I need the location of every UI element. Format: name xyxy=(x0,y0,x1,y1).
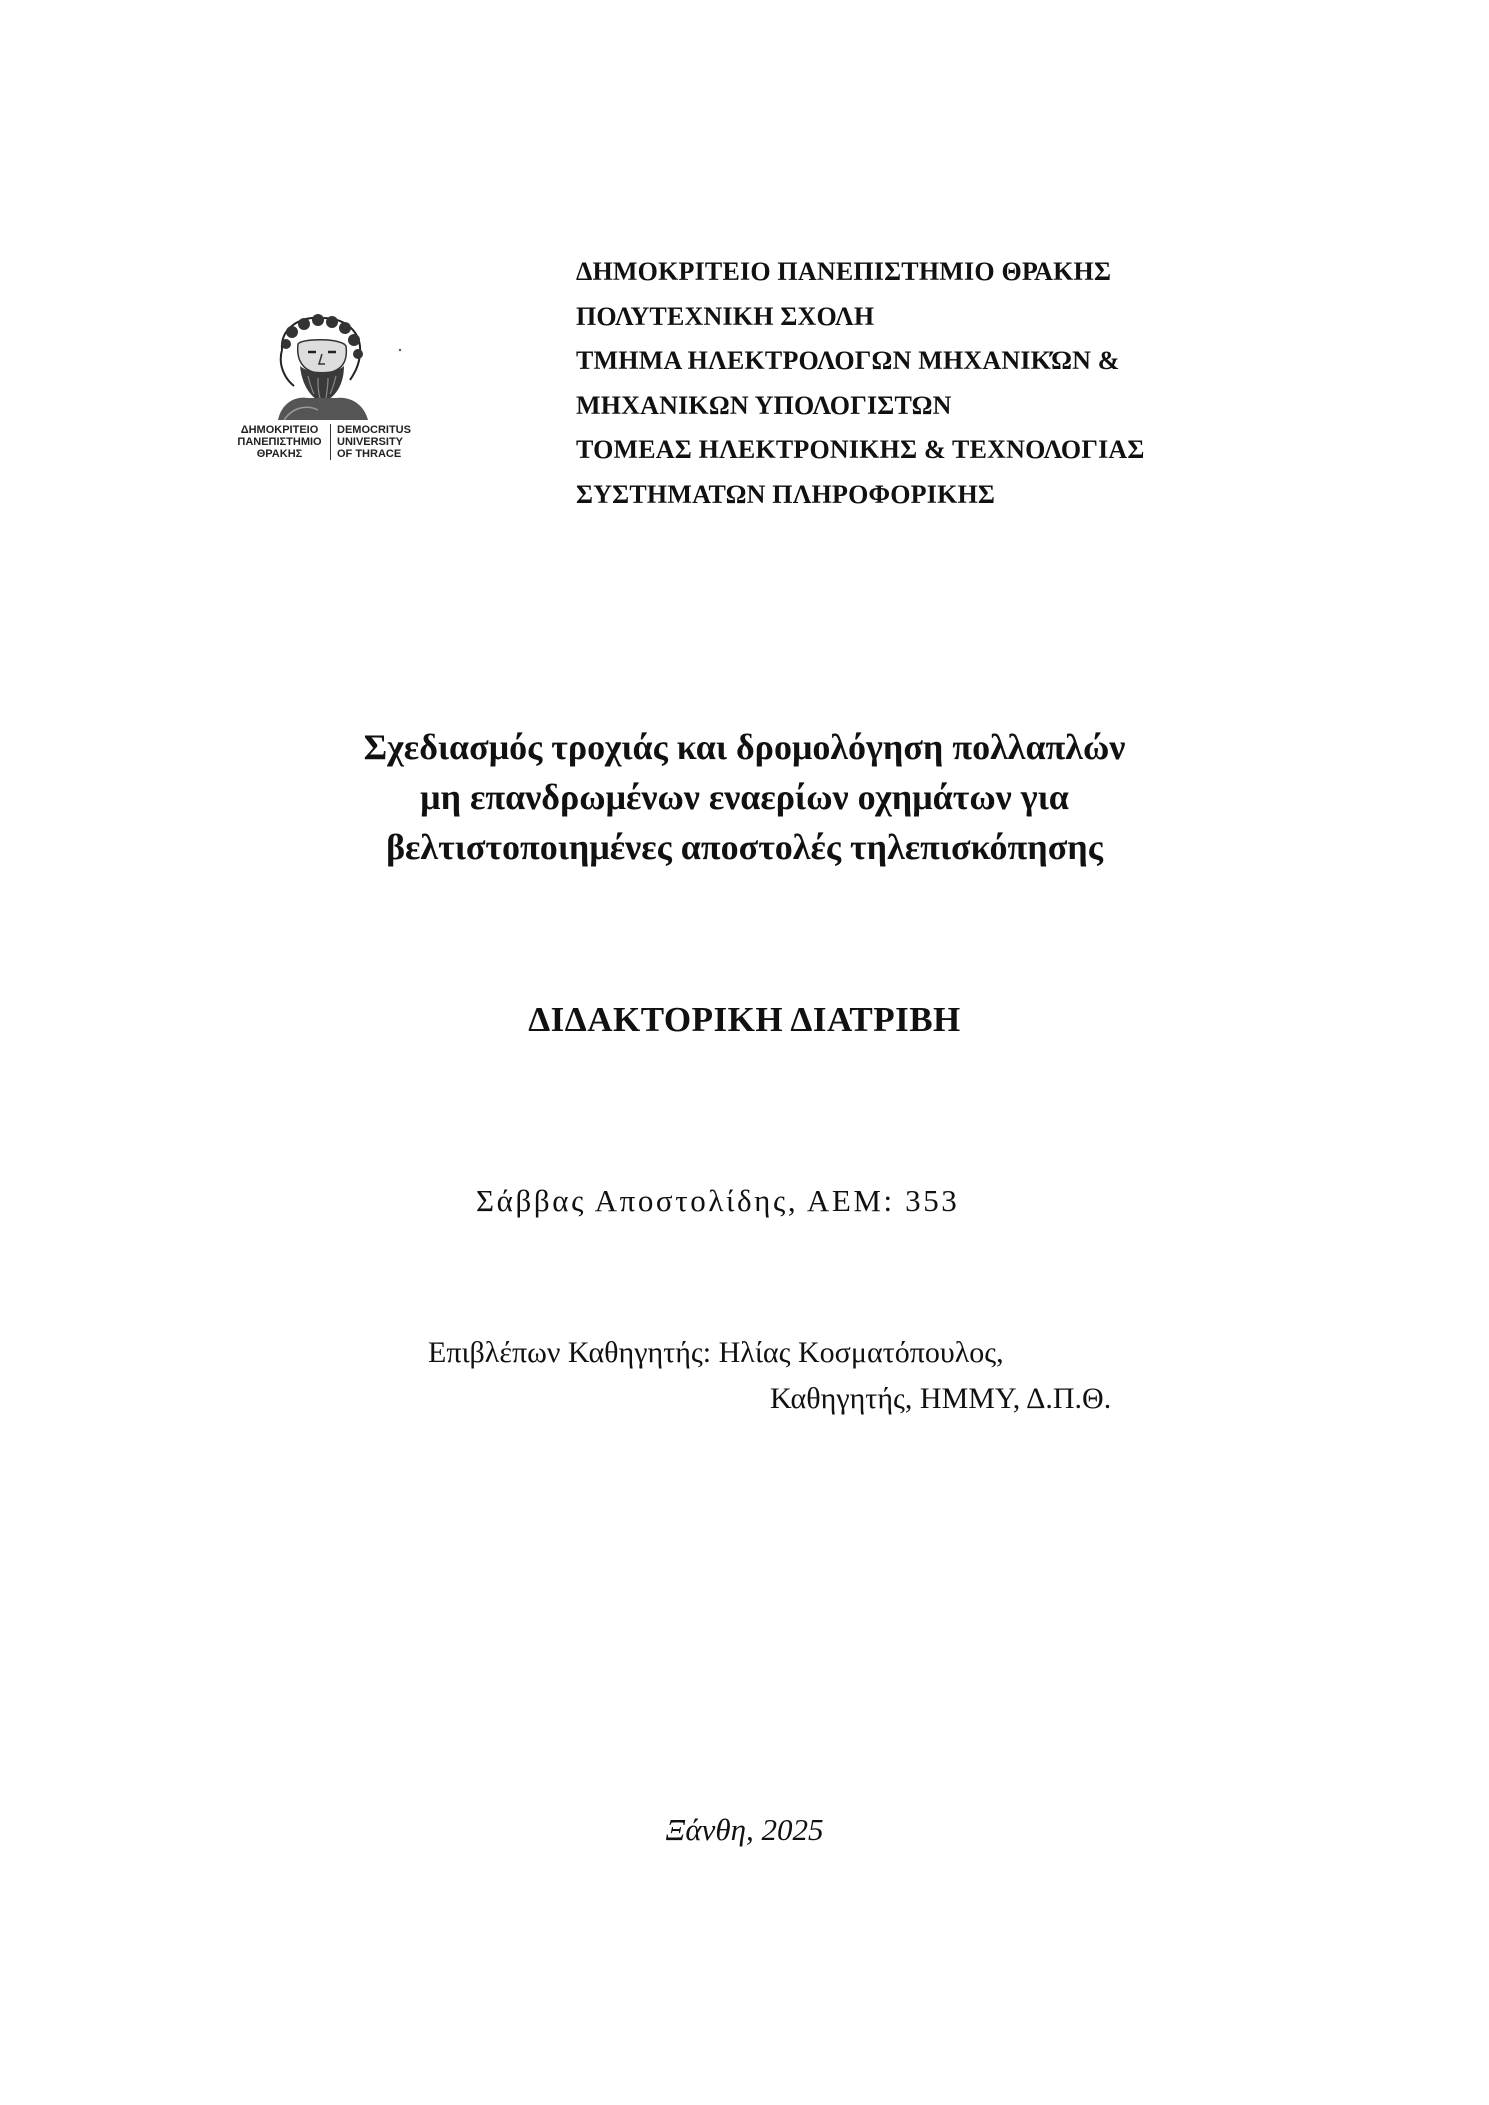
institution-line: ΔΗΜΟΚΡΙΤΕΙΟ ΠΑΝΕΠΙΣΤΗΜΙΟ ΘΡΑΚΗΣ xyxy=(576,257,1112,286)
institution-header xyxy=(576,250,1436,517)
institution-line: ΤΟΜΕΑΣ ΗΛΕΚΤΡΟΝΙΚΗΣ & ΤΕΧΝΟΛΟΓΙΑΣ xyxy=(576,435,1145,464)
logo-text-greek: ΔΗΜΟΚΡΙΤΕΙΟ ΠΑΝΕΠΙΣΤΗΜΙΟ ΘΡΑΚΗΣ xyxy=(237,424,322,460)
institution-line: ΜΗΧΑΝΙΚΩΝ ΥΠΟΛΟΓΙΣΤΩΝ xyxy=(576,390,952,420)
democritus-bust-icon xyxy=(222,310,432,420)
institution-line: ΤΜΗΜΑ ΗΛΕΚΤΡΟΛΟΓΩΝ ΜΗΧΑΝΙΚΏΝ & xyxy=(576,346,1120,375)
supervisor-line-1: Επιβλέπων Καθηγητής: Ηλίας Κοσματόπουλος, xyxy=(428,1336,1004,1369)
title-line: Σχεδιασμός τροχιάς και δρομολόγηση πολλαπλών xyxy=(363,727,1126,767)
institution-line: ΠΟΛΥΤΕΧΝΙΚΗ ΣΧΟΛΗ xyxy=(576,301,875,331)
author-line: Σάββας Αποστολίδης, ΑΕΜ: 353 xyxy=(476,1183,960,1218)
university-logo xyxy=(222,310,432,470)
place-date: Ξάνθη, 2025 xyxy=(665,1812,824,1847)
document-type: ΔΙΔΑΚΤΟΡΙΚΗ ΔΙΑΤΡΙΒΗ xyxy=(528,1000,961,1039)
supervisor-line-2: Καθηγητής, ΗΜΜΥ, Δ.Π.Θ. xyxy=(770,1382,1112,1415)
supervisor-block xyxy=(428,1330,1111,1422)
logo-text-english: DEMOCRITUS UNIVERSITY OF THRACE xyxy=(337,424,411,460)
institution-line: ΣΥΣΤΗΜΑΤΩΝ ΠΛΗΡΟΦΟΡΙΚΗΣ xyxy=(576,479,996,509)
logo-divider xyxy=(330,424,331,460)
thesis-title xyxy=(0,722,1489,872)
title-line: μη επανδρωμένων εναερίων οχημάτων για xyxy=(420,777,1069,817)
title-line: βελτιστοποιημένες αποστολές τηλεπισκόπησης xyxy=(386,827,1103,867)
